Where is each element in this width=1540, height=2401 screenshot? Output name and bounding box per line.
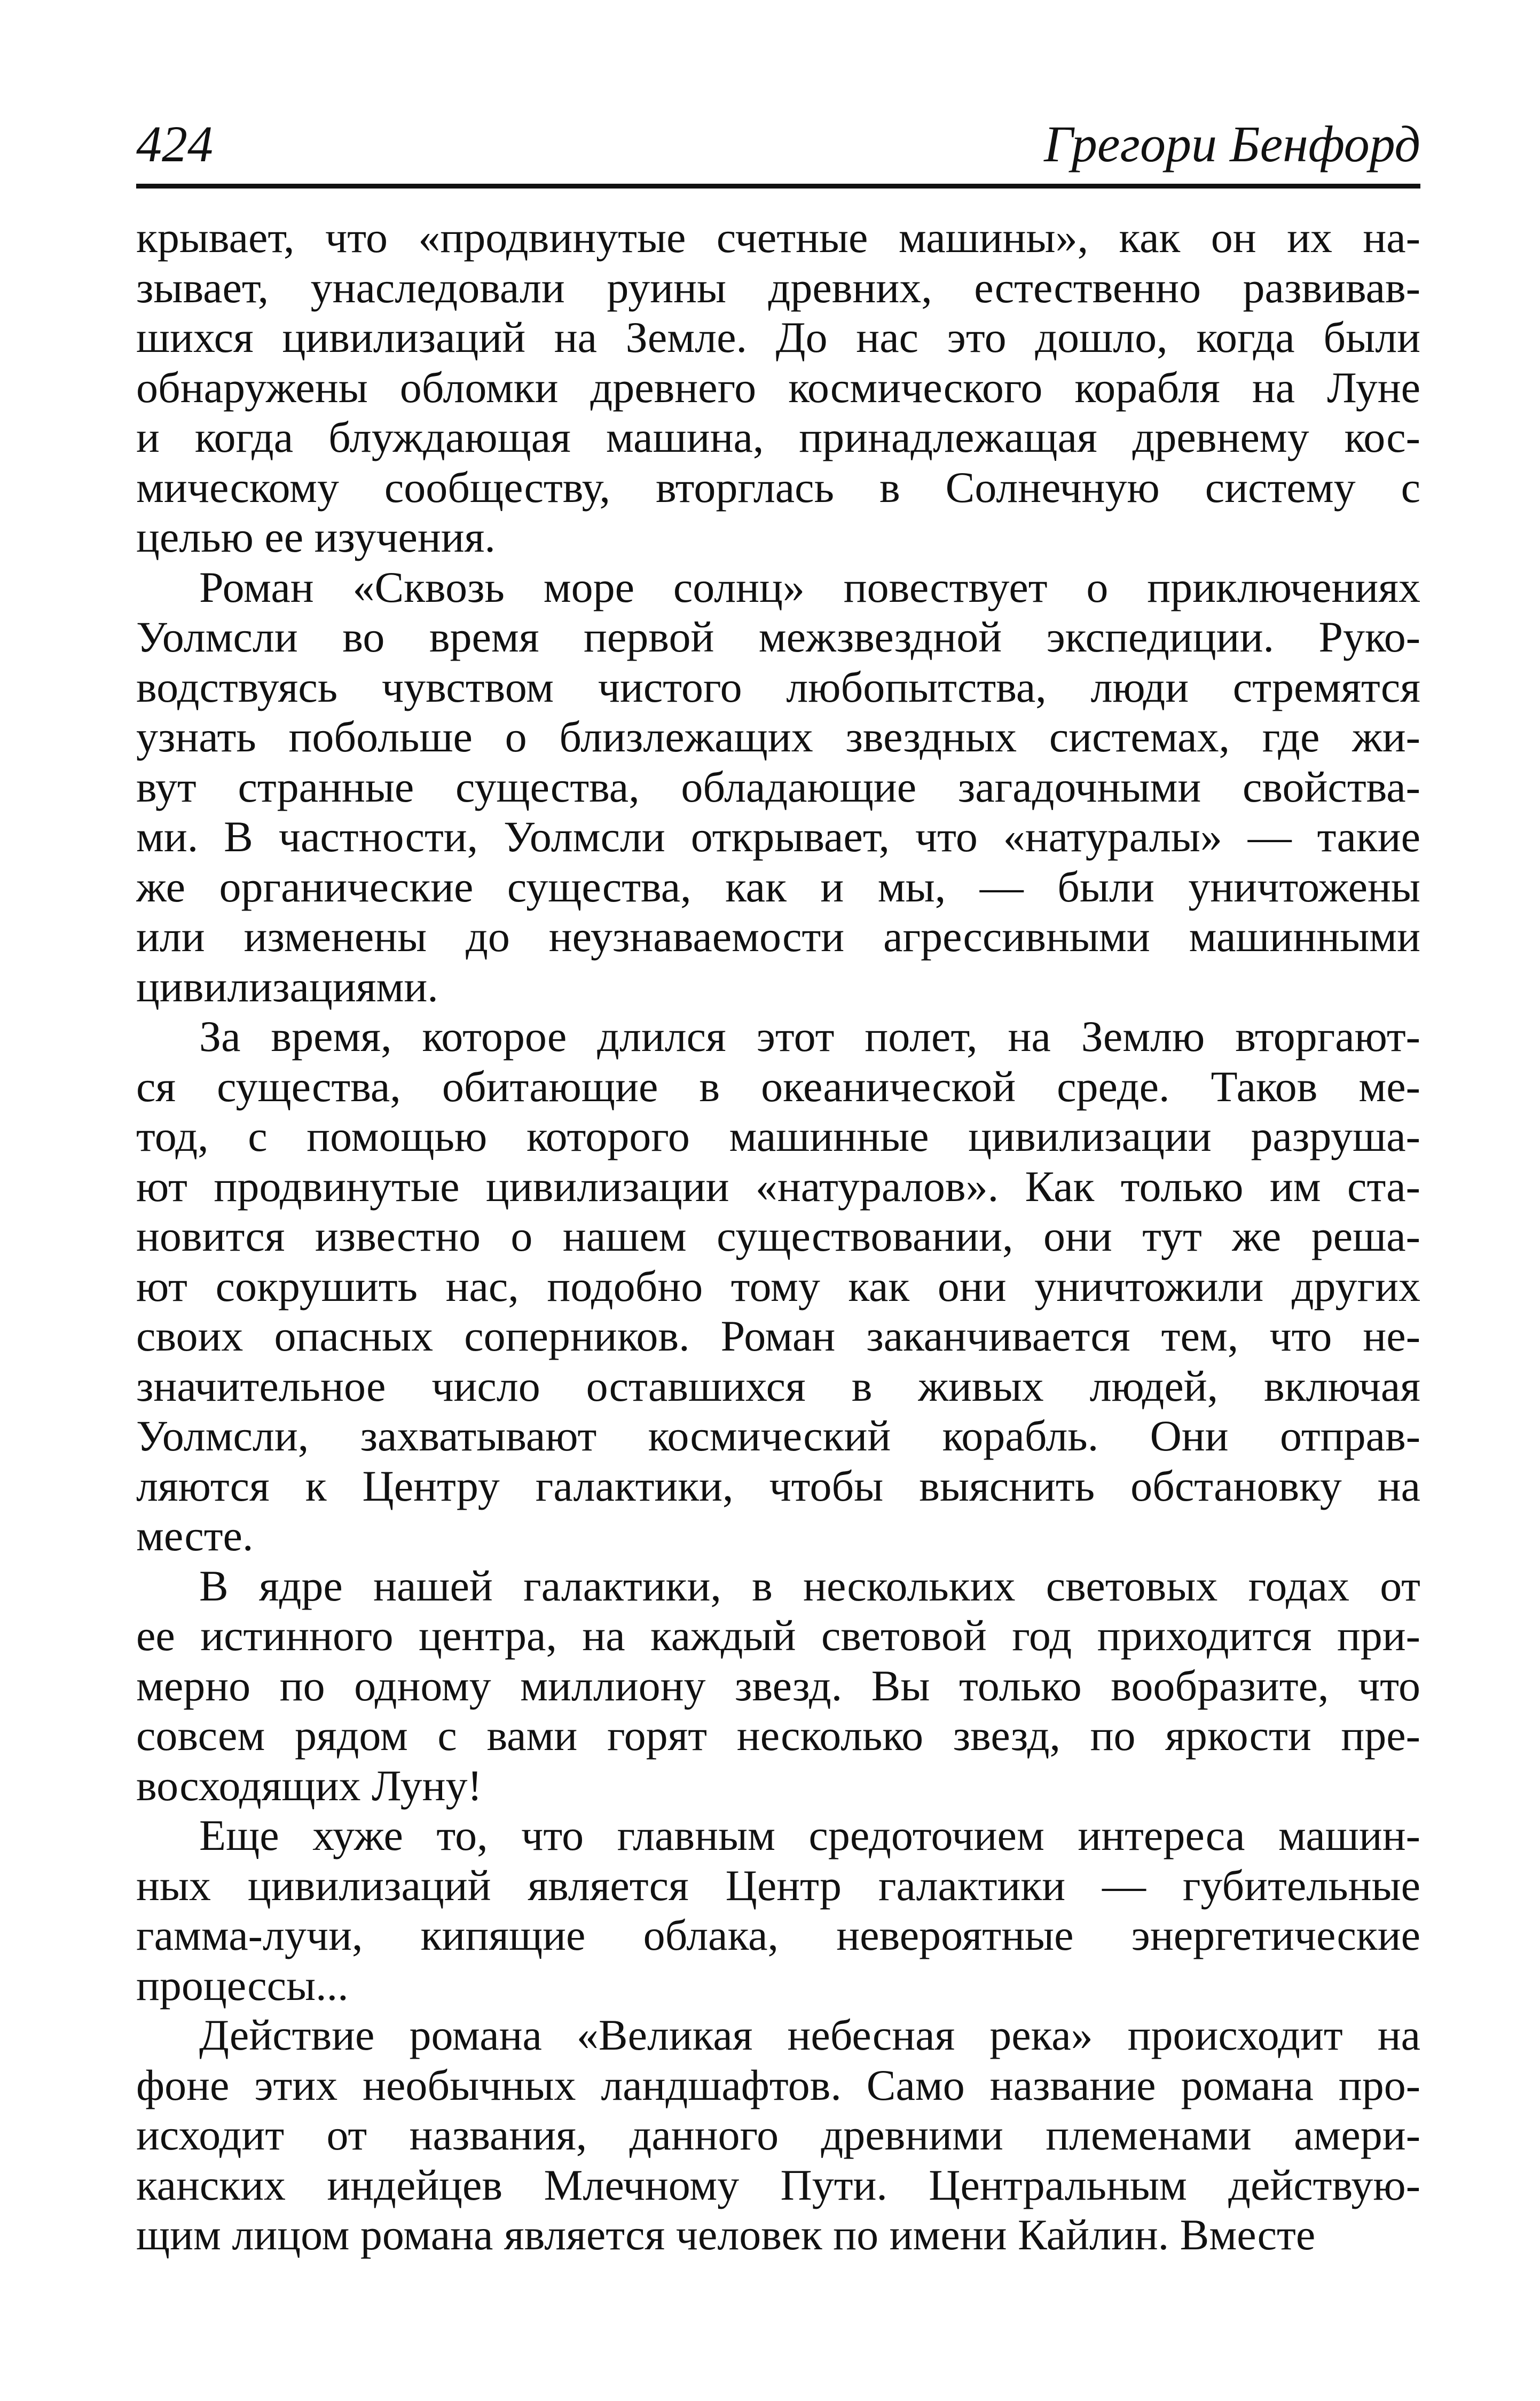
text-line: восходящих Луну! (136, 1761, 482, 1810)
text-line: Уолмсли во время первой межзвездной экспедиции. Руко- (136, 613, 1420, 661)
text-line: обнаружены обломки древнего космического корабля на Луне (136, 363, 1420, 412)
text-line: значительное число оставшихся в живых людей, включая (136, 1361, 1420, 1410)
text-line: или изменены до неузнаваемости агрессивными машинными (136, 912, 1420, 961)
text-line: Уолмсли, захватывают космический корабль. Они отправ- (136, 1411, 1420, 1460)
paragraph (136, 562, 1420, 1012)
text-line: Действие романа «Великая небесная река» происходит на (199, 2011, 1420, 2059)
text-line: ют продвинутые цивилизации «натуралов». Как только им ста- (136, 1162, 1420, 1211)
paragraph (136, 1810, 1420, 2010)
text-line: тод, с помощью которого машинные цивилизации разруша- (136, 1112, 1420, 1160)
text-line: канских индейцев Млечному Пути. Центральным действую- (136, 2160, 1420, 2209)
paragraph (136, 1561, 1420, 1811)
text-line: же органические существа, как и мы, — были уничтожены (136, 862, 1420, 911)
text-line: щим лицом романа является человек по имени Кайлин. Вместе (136, 2210, 1316, 2259)
text-line: гамма-лучи, кипящие облака, невероятные энергетические (136, 1911, 1420, 1959)
running-head (136, 109, 1420, 190)
paragraph (136, 2010, 1420, 2260)
text-line: узнать побольше о близлежащих звездных системах, где жи- (136, 712, 1420, 761)
page-number: 424 (136, 115, 213, 172)
body-text (136, 213, 1420, 2260)
text-line: исходит от названия, данного древними племенами амери- (136, 2110, 1420, 2159)
text-line: За время, которое длился этот полет, на Землю вторгают- (199, 1012, 1420, 1061)
text-line: мерно по одному миллиону звезд. Вы только вообразите, что (136, 1661, 1420, 1710)
text-line: шихся цивилизаций на Земле. До нас это дошло, когда были (136, 313, 1420, 362)
text-line: целью ее изучения. (136, 513, 496, 561)
text-line: и когда блуждающая машина, принадлежащая древнему кос- (136, 413, 1420, 461)
text-line: ми. В частности, Уолмсли открывает, что «натуралы» — такие (136, 812, 1420, 861)
text-line: ют сокрушить нас, подобно тому как они уничтожили других (136, 1261, 1420, 1311)
text-line: В ядре нашей галактики, в нескольких световых годах от (199, 1561, 1420, 1610)
paragraph (136, 213, 1420, 562)
text-line: Еще хуже то, что главным средоточием интереса машин- (199, 1811, 1420, 1859)
text-line: цивилизациями. (136, 962, 438, 1011)
header-rule (136, 184, 1420, 189)
text-line: Роман «Сквозь море солнц» повествует о приключениях (199, 562, 1420, 611)
text-line: крывает, что «продвинутые счетные машины», как он их на- (136, 213, 1420, 262)
text-line: мическому сообществу, вторглась в Солнечную систему с (136, 462, 1420, 512)
text-line: ляются к Центру галактики, чтобы выяснить обстановку на (136, 1461, 1420, 1510)
text-line: процессы... (136, 1960, 349, 2010)
text-line: совсем рядом с вами горят несколько звезд, по яркости пре- (136, 1711, 1420, 1760)
text-line: месте. (136, 1511, 254, 1560)
text-line: своих опасных соперников. Роман заканчивается тем, что не- (136, 1312, 1420, 1360)
text-line: ных цивилизаций является Центр галактики — губительные (136, 1861, 1420, 1910)
paragraph (136, 1011, 1420, 1561)
text-line: ся существа, обитающие в океанической среде. Таков ме- (136, 1062, 1420, 1111)
text-line: фоне этих необычных ландшафтов. Само название романа про- (136, 2060, 1420, 2109)
text-line: зывает, унаследовали руины древних, естественно развивав- (136, 263, 1420, 312)
text-line: водствуясь чувством чистого любопытства, люди стремятся (136, 662, 1420, 711)
text-line: новится известно о нашем существовании, они тут же реша- (136, 1212, 1420, 1260)
text-line: ее истинного центра, на каждый световой год приходится при- (136, 1611, 1420, 1660)
running-title: Грегори Бенфорд (1043, 115, 1420, 172)
text-line: вут странные существа, обладающие загадочными свойства- (136, 762, 1420, 811)
